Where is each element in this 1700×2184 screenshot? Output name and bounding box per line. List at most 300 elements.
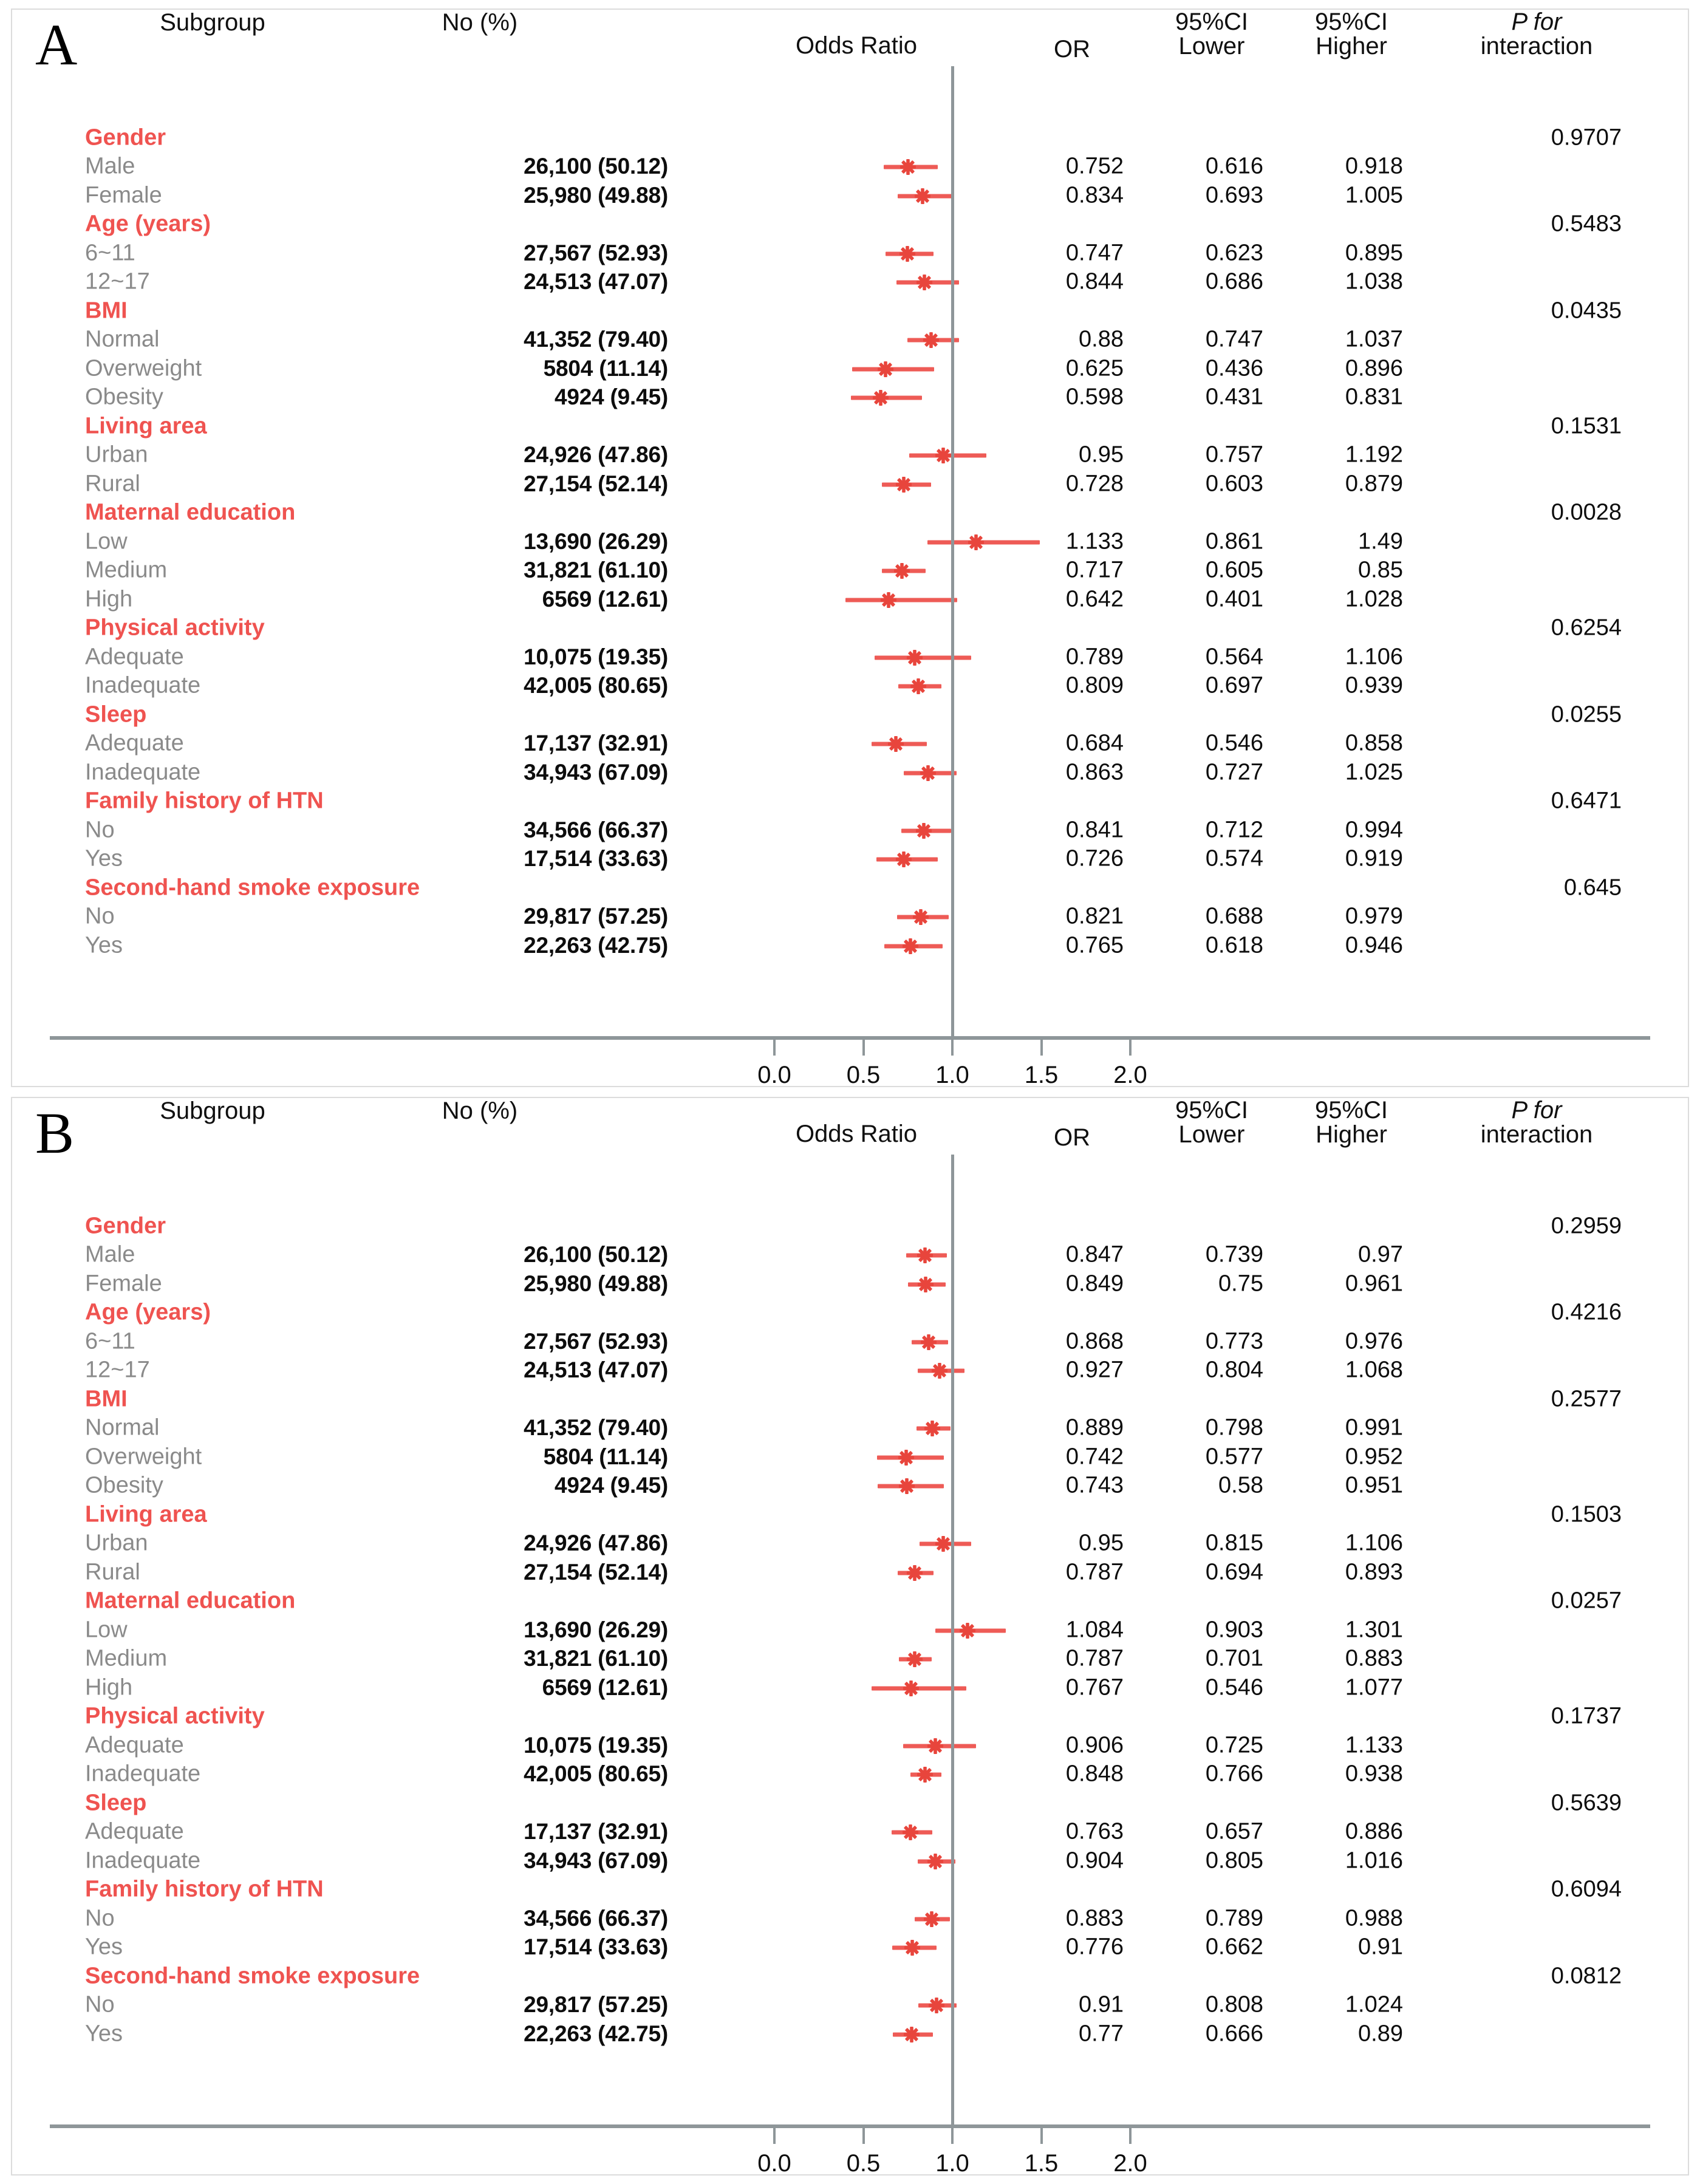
x-axis-tick <box>951 2128 954 2144</box>
x-axis-tick-label: 1.5 <box>1024 2150 1059 2175</box>
count-percent-value: 27,567 (52.93) <box>524 1328 668 1354</box>
count-percent-value: 17,137 (32.91) <box>524 731 668 756</box>
x-axis-tick <box>1040 2128 1043 2144</box>
p-interaction-value: 0.0435 <box>1551 298 1622 324</box>
ci-higher-value: 0.883 <box>1345 1645 1403 1671</box>
ci-lower-value: 0.757 <box>1205 442 1263 468</box>
subgroup-category-label: Physical activity <box>85 1703 265 1729</box>
count-percent-value: 42,005 (80.65) <box>524 1761 668 1787</box>
ci-lower-value: 0.805 <box>1205 1848 1263 1874</box>
p-interaction-value: 0.0812 <box>1551 1963 1622 1989</box>
count-percent-value: 17,514 (33.63) <box>524 1934 668 1960</box>
ci-lower-value: 0.694 <box>1205 1559 1263 1585</box>
ci-lower-value: 0.657 <box>1205 1818 1263 1844</box>
header-p-line1: P for <box>1511 1097 1562 1124</box>
subgroup-header-row <box>12 297 1688 326</box>
ci-higher-value: 1.038 <box>1345 268 1403 295</box>
subgroup-category-label: Sleep <box>85 701 147 728</box>
subgroup-header-row <box>12 499 1688 528</box>
subgroup-header-row <box>12 1876 1688 1905</box>
count-percent-value: 27,154 (52.14) <box>524 471 668 496</box>
count-percent-value: 24,513 (47.07) <box>524 269 668 295</box>
ci-lower-value: 0.666 <box>1205 2021 1263 2047</box>
ci-higher-value: 1.024 <box>1345 1991 1403 2018</box>
ci-higher-value: 1.106 <box>1345 1530 1403 1556</box>
count-percent-value: 24,926 (47.86) <box>524 442 668 468</box>
p-interaction-value: 0.1503 <box>1551 1501 1622 1527</box>
ci-higher-value: 0.919 <box>1345 845 1403 872</box>
odds-ratio-value: 0.728 <box>1065 471 1124 497</box>
odds-ratio-value: 1.084 <box>1065 1617 1124 1643</box>
subgroup-level-label: No <box>85 903 115 929</box>
ci-lower-value: 0.688 <box>1205 903 1263 929</box>
odds-ratio-value: 0.841 <box>1065 817 1124 843</box>
table-row <box>12 2020 1688 2049</box>
subgroup-category-label: Maternal education <box>85 1588 296 1614</box>
p-interaction-value: 0.0257 <box>1551 1588 1622 1614</box>
subgroup-level-label: Normal <box>85 326 160 352</box>
ci-higher-value: 1.037 <box>1345 326 1403 352</box>
ci-higher-value: 0.979 <box>1345 903 1403 929</box>
panel-b <box>11 1097 1689 2175</box>
ci-higher-value: 0.946 <box>1345 932 1403 958</box>
subgroup-level-label: Adequate <box>85 730 184 756</box>
header-ci-higher <box>1282 1098 1421 1147</box>
subgroup-level-label: 6~11 <box>85 240 135 266</box>
odds-ratio-value: 0.765 <box>1065 932 1124 958</box>
subgroup-category-label: BMI <box>85 298 128 324</box>
x-axis-line <box>50 2124 1650 2128</box>
odds-ratio-value: 0.684 <box>1065 730 1124 756</box>
subgroup-level-label: No <box>85 817 115 843</box>
ci-higher-value: 1.301 <box>1345 1617 1403 1643</box>
ci-lower-value: 0.577 <box>1205 1444 1263 1470</box>
subgroup-category-label: Living area <box>85 413 207 439</box>
ci-lower-value: 0.564 <box>1205 644 1263 670</box>
ci-lower-value: 0.697 <box>1205 672 1263 698</box>
odds-ratio-value: 0.598 <box>1065 384 1124 410</box>
table-row <box>12 759 1688 788</box>
subgroup-category-label: Maternal education <box>85 499 296 525</box>
x-axis-tick-label: 1.0 <box>935 2150 969 2175</box>
header-subgroup: Subgroup <box>160 1097 265 1124</box>
count-percent-value: 22,263 (42.75) <box>524 2021 668 2046</box>
ci-higher-value: 1.077 <box>1345 1674 1403 1701</box>
odds-ratio-value: 0.95 <box>1079 1530 1124 1556</box>
table-row <box>12 1847 1688 1876</box>
ci-lower-value: 0.546 <box>1205 730 1263 756</box>
table-row <box>12 1558 1688 1588</box>
count-percent-value: 13,690 (26.29) <box>524 528 668 554</box>
subgroup-level-label: Low <box>85 528 128 555</box>
ci-lower-value: 0.603 <box>1205 471 1263 497</box>
subgroup-level-label: Female <box>85 182 162 208</box>
x-axis-tick <box>1129 2128 1132 2144</box>
subgroup-level-label: Inadequate <box>85 1761 201 1787</box>
ci-lower-value: 0.546 <box>1205 1674 1263 1701</box>
count-percent-value: 29,817 (57.25) <box>524 904 668 929</box>
header-ci-lower-line1: 95%CI <box>1175 9 1249 35</box>
x-axis-tick <box>862 1040 865 1056</box>
subgroup-header-row <box>12 1962 1688 1991</box>
table-row <box>12 1357 1688 1386</box>
ci-higher-value: 0.85 <box>1358 557 1403 583</box>
count-percent-value: 5804 (11.14) <box>543 355 668 381</box>
ci-higher-value: 1.49 <box>1358 528 1403 555</box>
odds-ratio-value: 0.789 <box>1065 644 1124 670</box>
subgroup-level-label: No <box>85 1991 115 2018</box>
ci-higher-value: 0.895 <box>1345 240 1403 266</box>
panel-a-letter: A <box>35 12 78 77</box>
subgroup-category-label: Family history of HTN <box>85 788 324 814</box>
table-row <box>12 1530 1688 1559</box>
subgroup-level-label: Rural <box>85 471 140 497</box>
subgroup-category-label: Second-hand smoke exposure <box>85 875 420 901</box>
subgroup-level-label: Rural <box>85 1559 140 1585</box>
table-row <box>12 1328 1688 1357</box>
table-row <box>12 182 1688 211</box>
table-row <box>12 1934 1688 1963</box>
odds-ratio-value: 0.844 <box>1065 268 1124 295</box>
ci-lower-value: 0.75 <box>1218 1271 1263 1297</box>
table-row <box>12 470 1688 499</box>
subgroup-level-label: Overweight <box>85 355 202 381</box>
header-ci-higher-line1: 95%CI <box>1314 9 1388 35</box>
odds-ratio-value: 0.717 <box>1065 557 1124 583</box>
ci-higher-value: 0.951 <box>1345 1472 1403 1498</box>
subgroup-level-label: High <box>85 586 133 612</box>
subgroup-header-row <box>12 1299 1688 1328</box>
ci-lower-value: 0.727 <box>1205 759 1263 785</box>
ci-lower-value: 0.693 <box>1205 182 1263 208</box>
x-axis-tick-label: 1.5 <box>1024 1062 1059 1087</box>
count-percent-value: 26,100 (50.12) <box>524 1242 668 1268</box>
ci-lower-value: 0.725 <box>1205 1732 1263 1758</box>
subgroup-level-label: 6~11 <box>85 1328 135 1354</box>
p-interaction-value: 0.6471 <box>1551 788 1622 814</box>
subgroup-category-label: Age (years) <box>85 211 211 237</box>
odds-ratio-value: 0.776 <box>1065 1934 1124 1960</box>
ci-lower-value: 0.662 <box>1205 1934 1263 1960</box>
table-row <box>12 153 1688 182</box>
subgroup-header-row <box>12 1789 1688 1818</box>
table-row <box>12 239 1688 268</box>
table-row <box>12 557 1688 586</box>
ci-lower-value: 0.686 <box>1205 268 1263 295</box>
subgroup-header-row <box>12 788 1688 817</box>
ci-higher-value: 1.025 <box>1345 759 1403 785</box>
subgroup-header-row <box>12 1501 1688 1530</box>
header-ci-lower-line2: Lower <box>1178 33 1245 60</box>
odds-ratio-value: 0.849 <box>1065 1271 1124 1297</box>
odds-ratio-value: 0.787 <box>1065 1559 1124 1585</box>
table-row <box>12 643 1688 672</box>
count-percent-value: 6569 (12.61) <box>542 586 668 612</box>
ci-higher-value: 0.858 <box>1345 730 1403 756</box>
count-percent-value: 41,352 (79.40) <box>524 1415 668 1441</box>
ci-lower-value: 0.616 <box>1205 153 1263 179</box>
subgroup-level-label: Yes <box>85 932 123 958</box>
ci-lower-value: 0.58 <box>1218 1472 1263 1498</box>
subgroup-level-label: Low <box>85 1617 128 1643</box>
p-interaction-value: 0.645 <box>1563 875 1622 901</box>
table-row <box>12 672 1688 701</box>
subgroup-category-label: Physical activity <box>85 615 265 641</box>
odds-ratio-value: 0.906 <box>1065 1732 1124 1758</box>
x-axis-line <box>50 1036 1650 1040</box>
x-axis-tick <box>862 2128 865 2144</box>
header-p-line2: interaction <box>1480 33 1593 60</box>
ci-lower-value: 0.701 <box>1205 1645 1263 1671</box>
ci-lower-value: 0.804 <box>1205 1357 1263 1383</box>
p-interaction-value: 0.0255 <box>1551 701 1622 728</box>
subgroup-level-label: Adequate <box>85 644 184 670</box>
count-percent-value: 4924 (9.45) <box>554 384 668 410</box>
count-percent-value: 41,352 (79.40) <box>524 327 668 352</box>
subgroup-level-label: Female <box>85 1271 162 1297</box>
table-row <box>12 384 1688 413</box>
odds-ratio-value: 0.743 <box>1065 1472 1124 1498</box>
count-percent-value: 6569 (12.61) <box>542 1674 668 1700</box>
ci-higher-value: 0.879 <box>1345 471 1403 497</box>
table-row <box>12 1991 1688 2021</box>
subgroup-header-row <box>12 1703 1688 1732</box>
odds-ratio-value: 0.821 <box>1065 903 1124 929</box>
ci-higher-value: 0.896 <box>1345 355 1403 381</box>
ci-lower-value: 0.766 <box>1205 1761 1263 1787</box>
x-axis-tick-label: 0.0 <box>757 2150 791 2175</box>
header-no-pct: No (%) <box>442 9 518 36</box>
ci-lower-value: 0.747 <box>1205 326 1263 352</box>
count-percent-value: 22,263 (42.75) <box>524 932 668 958</box>
subgroup-level-label: Inadequate <box>85 1848 201 1874</box>
count-percent-value: 26,100 (50.12) <box>524 154 668 179</box>
p-interaction-value: 0.6254 <box>1551 615 1622 641</box>
count-percent-value: 25,980 (49.88) <box>524 182 668 208</box>
ci-higher-value: 0.886 <box>1345 1818 1403 1844</box>
count-percent-value: 10,075 (19.35) <box>524 1732 668 1758</box>
subgroup-level-label: Inadequate <box>85 672 201 698</box>
table-row <box>12 1443 1688 1472</box>
table-row <box>12 268 1688 298</box>
odds-ratio-value: 0.726 <box>1065 845 1124 872</box>
table-row <box>12 1414 1688 1444</box>
ci-higher-value: 1.133 <box>1345 1732 1403 1758</box>
count-percent-value: 31,821 (61.10) <box>524 558 668 583</box>
subgroup-header-row <box>12 1212 1688 1241</box>
subgroup-category-label: Gender <box>85 125 166 151</box>
table-row <box>12 585 1688 615</box>
table-row <box>12 1674 1688 1703</box>
odds-ratio-value: 0.763 <box>1065 1818 1124 1844</box>
odds-ratio-value: 0.88 <box>1079 326 1124 352</box>
count-percent-value: 24,513 (47.07) <box>524 1357 668 1383</box>
p-interaction-value: 0.0028 <box>1551 499 1622 525</box>
subgroup-category-label: Age (years) <box>85 1299 211 1325</box>
subgroup-category-label: Family history of HTN <box>85 1876 324 1902</box>
panel-a <box>11 9 1689 1087</box>
table-row <box>12 1732 1688 1761</box>
odds-ratio-value: 0.883 <box>1065 1905 1124 1931</box>
p-interaction-value: 0.6094 <box>1551 1876 1622 1902</box>
odds-ratio-value: 0.752 <box>1065 153 1124 179</box>
subgroup-category-label: Sleep <box>85 1790 147 1816</box>
header-ci-higher-line2: Higher <box>1316 1121 1387 1148</box>
header-subgroup: Subgroup <box>160 9 265 36</box>
ci-higher-value: 0.991 <box>1345 1414 1403 1441</box>
x-axis-tick <box>773 1040 776 1056</box>
table-row <box>12 1241 1688 1271</box>
odds-ratio-value: 0.625 <box>1065 355 1124 381</box>
ci-higher-value: 1.028 <box>1345 586 1403 612</box>
table-row <box>12 1905 1688 1934</box>
panel-a-header <box>12 10 1688 77</box>
ci-higher-value: 0.939 <box>1345 672 1403 698</box>
ci-lower-value: 0.712 <box>1205 817 1263 843</box>
header-ci-lower-line1: 95%CI <box>1175 1097 1249 1124</box>
x-axis-tick-label: 1.0 <box>935 1062 969 1087</box>
table-row <box>12 730 1688 759</box>
odds-ratio-value: 0.834 <box>1065 182 1124 208</box>
subgroup-level-label: Medium <box>85 557 168 583</box>
ci-higher-value: 0.918 <box>1345 153 1403 179</box>
table-row <box>12 442 1688 471</box>
header-p-interaction <box>1421 10 1652 58</box>
ci-higher-value: 0.831 <box>1345 384 1403 410</box>
odds-ratio-value: 0.847 <box>1065 1241 1124 1268</box>
odds-ratio-value: 0.742 <box>1065 1444 1124 1470</box>
odds-ratio-value: 0.95 <box>1079 442 1124 468</box>
x-axis-tick <box>1129 1040 1132 1056</box>
header-p-interaction <box>1421 1098 1652 1147</box>
ci-higher-value: 0.952 <box>1345 1444 1403 1470</box>
header-or: OR <box>1054 36 1090 63</box>
header-odds-ratio: Odds Ratio <box>795 32 918 59</box>
odds-ratio-value: 1.133 <box>1065 528 1124 555</box>
ci-lower-value: 0.436 <box>1205 355 1263 381</box>
header-odds-ratio: Odds Ratio <box>795 1121 918 1147</box>
subgroup-level-label: Urban <box>85 1530 148 1556</box>
odds-ratio-value: 0.91 <box>1079 1991 1124 2018</box>
ci-lower-value: 0.618 <box>1205 932 1263 958</box>
ci-higher-value: 1.068 <box>1345 1357 1403 1383</box>
subgroup-level-label: Yes <box>85 845 123 872</box>
ci-higher-value: 1.005 <box>1345 182 1403 208</box>
count-percent-value: 29,817 (57.25) <box>524 1992 668 2018</box>
count-percent-value: 27,154 (52.14) <box>524 1559 668 1585</box>
p-interaction-value: 0.4216 <box>1551 1299 1622 1325</box>
header-ci-higher <box>1282 10 1421 58</box>
ci-higher-value: 0.91 <box>1358 1934 1403 1960</box>
count-percent-value: 34,943 (67.09) <box>524 1848 668 1873</box>
header-ci-lower <box>1142 1098 1282 1147</box>
table-row <box>12 845 1688 875</box>
subgroup-level-label: Adequate <box>85 1818 184 1844</box>
p-interaction-value: 0.2959 <box>1551 1213 1622 1239</box>
subgroup-header-row <box>12 1588 1688 1617</box>
count-percent-value: 31,821 (61.10) <box>524 1646 668 1671</box>
subgroup-header-row <box>12 701 1688 730</box>
ci-lower-value: 0.401 <box>1205 586 1263 612</box>
count-percent-value: 13,690 (26.29) <box>524 1617 668 1642</box>
subgroup-level-label: Male <box>85 1241 135 1268</box>
count-percent-value: 10,075 (19.35) <box>524 644 668 669</box>
ci-lower-value: 0.798 <box>1205 1414 1263 1441</box>
ci-lower-value: 0.431 <box>1205 384 1263 410</box>
subgroup-header-row <box>12 874 1688 903</box>
ci-lower-value: 0.623 <box>1205 240 1263 266</box>
x-axis-tick-label: 2.0 <box>1113 2150 1147 2175</box>
ci-higher-value: 0.976 <box>1345 1328 1403 1354</box>
count-percent-value: 17,137 (32.91) <box>524 1819 668 1844</box>
subgroup-header-row <box>12 211 1688 240</box>
subgroup-level-label: Obesity <box>85 384 163 410</box>
panel-b-header <box>12 1098 1688 1165</box>
header-no-pct: No (%) <box>442 1097 518 1124</box>
ci-higher-value: 0.988 <box>1345 1905 1403 1931</box>
ci-higher-value: 1.192 <box>1345 442 1403 468</box>
p-interaction-value: 0.9707 <box>1551 125 1622 151</box>
subgroup-level-label: Overweight <box>85 1444 202 1470</box>
table-row <box>12 903 1688 932</box>
odds-ratio-value: 0.77 <box>1079 2021 1124 2047</box>
ci-lower-value: 0.808 <box>1205 1991 1263 2018</box>
subgroup-level-label: Inadequate <box>85 759 201 785</box>
x-axis-tick <box>1040 1040 1043 1056</box>
count-percent-value: 24,926 (47.86) <box>524 1531 668 1556</box>
header-p-line2: interaction <box>1480 1121 1593 1148</box>
odds-ratio-value: 0.848 <box>1065 1761 1124 1787</box>
panel-a-rows <box>12 124 1688 961</box>
odds-ratio-value: 0.642 <box>1065 586 1124 612</box>
subgroup-category-label: Living area <box>85 1501 207 1527</box>
ci-higher-value: 0.938 <box>1345 1761 1403 1787</box>
ci-higher-value: 1.016 <box>1345 1848 1403 1874</box>
odds-ratio-value: 0.767 <box>1065 1674 1124 1701</box>
subgroup-level-label: Medium <box>85 1645 168 1671</box>
panel-b-rows <box>12 1212 1688 2049</box>
subgroup-level-label: Adequate <box>85 1732 184 1758</box>
table-row <box>12 1270 1688 1299</box>
odds-ratio-value: 0.889 <box>1065 1414 1124 1441</box>
table-row <box>12 528 1688 557</box>
p-interaction-value: 0.1737 <box>1551 1703 1622 1729</box>
subgroup-level-label: Male <box>85 153 135 179</box>
ci-lower-value: 0.739 <box>1205 1241 1263 1268</box>
ci-higher-value: 0.994 <box>1345 817 1403 843</box>
subgroup-header-row <box>12 124 1688 153</box>
subgroup-level-label: Yes <box>85 1934 123 1960</box>
header-ci-lower-line2: Lower <box>1178 1121 1245 1148</box>
odds-ratio-value: 0.904 <box>1065 1848 1124 1874</box>
ci-lower-value: 0.773 <box>1205 1328 1263 1354</box>
count-percent-value: 17,514 (33.63) <box>524 846 668 872</box>
subgroup-header-row <box>12 615 1688 644</box>
x-axis-tick-label: 0.5 <box>846 2150 881 2175</box>
p-interaction-value: 0.1531 <box>1551 413 1622 439</box>
p-interaction-value: 0.5639 <box>1551 1790 1622 1816</box>
subgroup-level-label: Yes <box>85 2021 123 2047</box>
subgroup-category-label: Gender <box>85 1213 166 1239</box>
subgroup-level-label: 12~17 <box>85 268 150 295</box>
table-row <box>12 1761 1688 1790</box>
subgroup-level-label: 12~17 <box>85 1357 150 1383</box>
table-row <box>12 932 1688 961</box>
subgroup-level-label: Obesity <box>85 1472 163 1498</box>
ci-higher-value: 0.961 <box>1345 1271 1403 1297</box>
table-row <box>12 1645 1688 1674</box>
x-axis-tick-label: 2.0 <box>1113 1062 1147 1087</box>
